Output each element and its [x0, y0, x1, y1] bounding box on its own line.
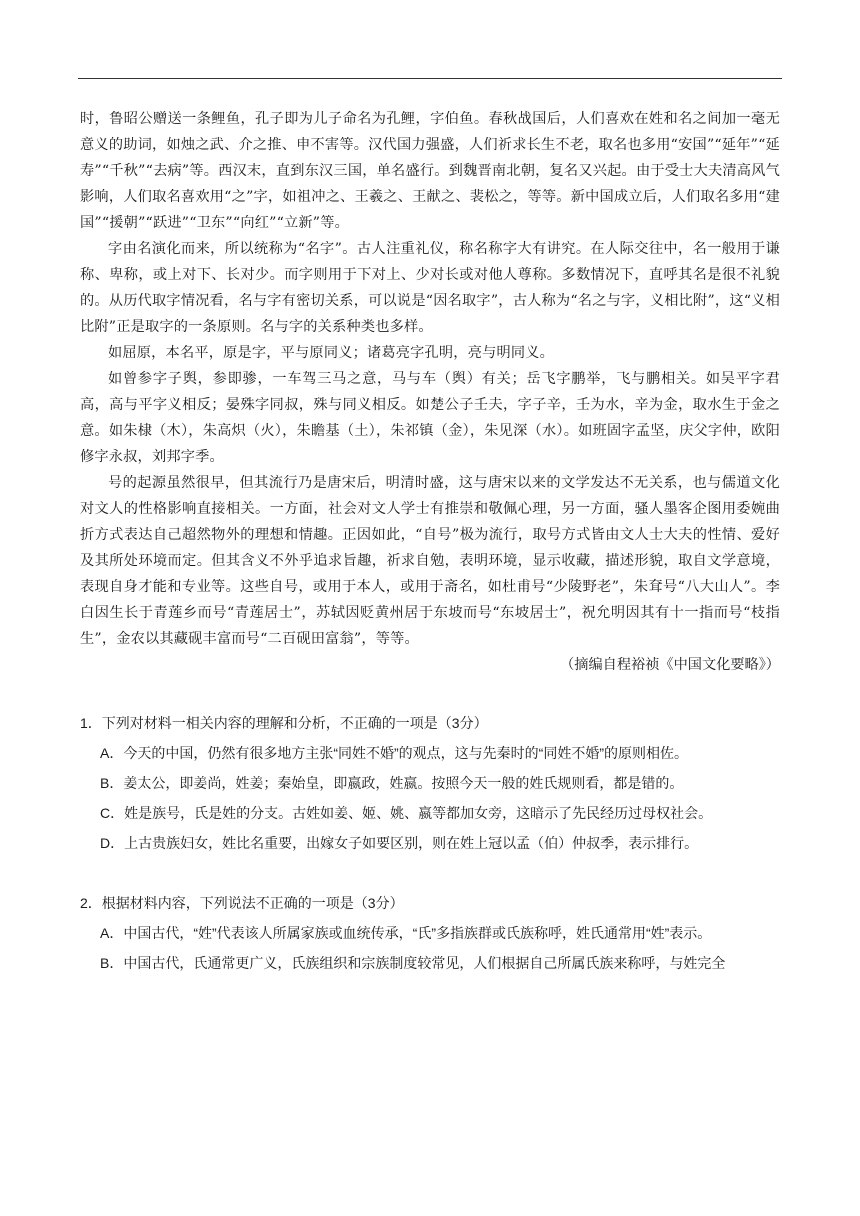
option-b: B．姜太公，即姜尚，姓姜；秦始皇，即嬴政，姓嬴。按照今天一般的姓氏规则看，都是错的。	[100, 775, 684, 791]
passage-paragraph-1: 时，鲁昭公赠送一条鲤鱼，孔子即为儿子命名为孔鲤，字伯鱼。春秋战国后，人们喜欢在姓和名之间加一毫无意义的助词，如烛之武、介之推、申不害等。汉代国力强盛，人们祈求长生不老，取名也多用“安国”“延年”“延寿”“千秋”“去病”等。西汉末，直到东汉三国，单名盛行。到魏晋南北朝，复名又兴起。由于受士大夫清高风气影响，人们取名喜欢用“之”字，如祖冲之、王羲之、王献之、裴松之，等等。新中国成立后，人们取名多用“建国”“援朝”“跃进”“卫东”“向红”“立新”等。	[80, 111, 780, 231]
passage-paragraph-2: 字由名演化而来，所以统称为“名字”。古人注重礼仪，称名称字大有讲究。在人际交往中，名一般用于谦称、卑称，或上对下、长对少。而字则用于下对上、少对长或对他人尊称。多数情况下，直呼其名是很不礼貌的。从历代取字情况看，名与字有密切关系，可以说是“因名取字”，古人称为“名之与字，义相比附”，这“义相比附”正是取字的一条原则。名与字的关系种类也多样。	[80, 241, 780, 335]
header-rule	[78, 78, 782, 79]
question-stem: 1．下列对材料一相关内容的理解和分析，不正确的一项是（3分）	[80, 715, 488, 731]
option-b: B．中国古代，氏通常更广义，氏族组织和宗族制度较常见，人们根据自己所属氏族来称呼，与姓完全	[100, 955, 726, 971]
document-body	[80, 106, 780, 978]
option-a: A．今天的中国，仍然有很多地方主张“同姓不婚”的观点，这与先秦时的“同姓不婚”的原则相佐。	[100, 745, 688, 761]
question-2	[80, 888, 780, 978]
passage-paragraph-3: 如屈原，本名平，原是字，平与原同义；诸葛亮字孔明，亮与明同义。	[108, 345, 555, 361]
question-stem: 2．根据材料内容，下列说法不正确的一项是（3分）	[80, 895, 404, 911]
source-citation: （摘编自程裕祯《中国文化要略》）	[560, 657, 780, 673]
option-a: A．中国古代，“姓”代表该人所属家族或血统传承，“氏”多指族群或氏族称呼，姓氏通常用“姓”表示。	[100, 925, 712, 941]
question-1	[80, 708, 780, 858]
option-c: C．姓是族号，氏是姓的分支。古姓如姜、姬、姚、嬴等都加女旁，这暗示了先民经历过母权社会。	[100, 805, 713, 821]
option-d: D．上古贵族妇女，姓比名重要，出嫁女子如要区别，则在姓上冠以孟（伯）仲叔季，表示排行。	[100, 835, 699, 851]
passage-paragraph-5: 号的起源虽然很早，但其流行乃是唐宋后，明清时盛，这与唐宋以来的文学发达不无关系，也与儒道文化对文人的性格影响直接相关。一方面，社会对文人学士有推崇和敬佩心理，另一方面，骚人墨客企图用委婉曲折方式表达自己超然物外的理想和情趣。正因如此，“自号”极为流行，取号方式皆由文人士大夫的性情、爱好及其所处环境而定。但其含义不外乎追求旨趣，祈求自勉，表明环境，显示收藏，描述形貌，取自文学意境，表现自身才能和专业等。这些自号，或用于本人，或用于斋名，如杜甫号“少陵野老”，朱耷号“八大山人”。李白因生长于青莲乡而号“青莲居士”，苏轼因贬黄州居于东坡而号“东坡居士”，祝允明因其有十一指而号“枝指生”，金农以其藏砚丰富而号“二百砚田富翁”，等等。	[80, 475, 780, 647]
passage-paragraph-4: 如曾参字子舆，参即骖，一车驾三马之意，马与车（舆）有关；岳飞字鹏举，飞与鹏相关。如吴平字君高，高与平字义相反；晏殊字同叔，殊与同义相反。如楚公子壬夫，字子辛，壬为水，辛为金，取水生于金之意。如朱棣（木），朱高炽（火），朱瞻基（土），朱祁镇（金），朱见深（水）。如班固字孟坚，庆父字仲，欧阳修字永叔，刘邦字季。	[80, 371, 780, 465]
